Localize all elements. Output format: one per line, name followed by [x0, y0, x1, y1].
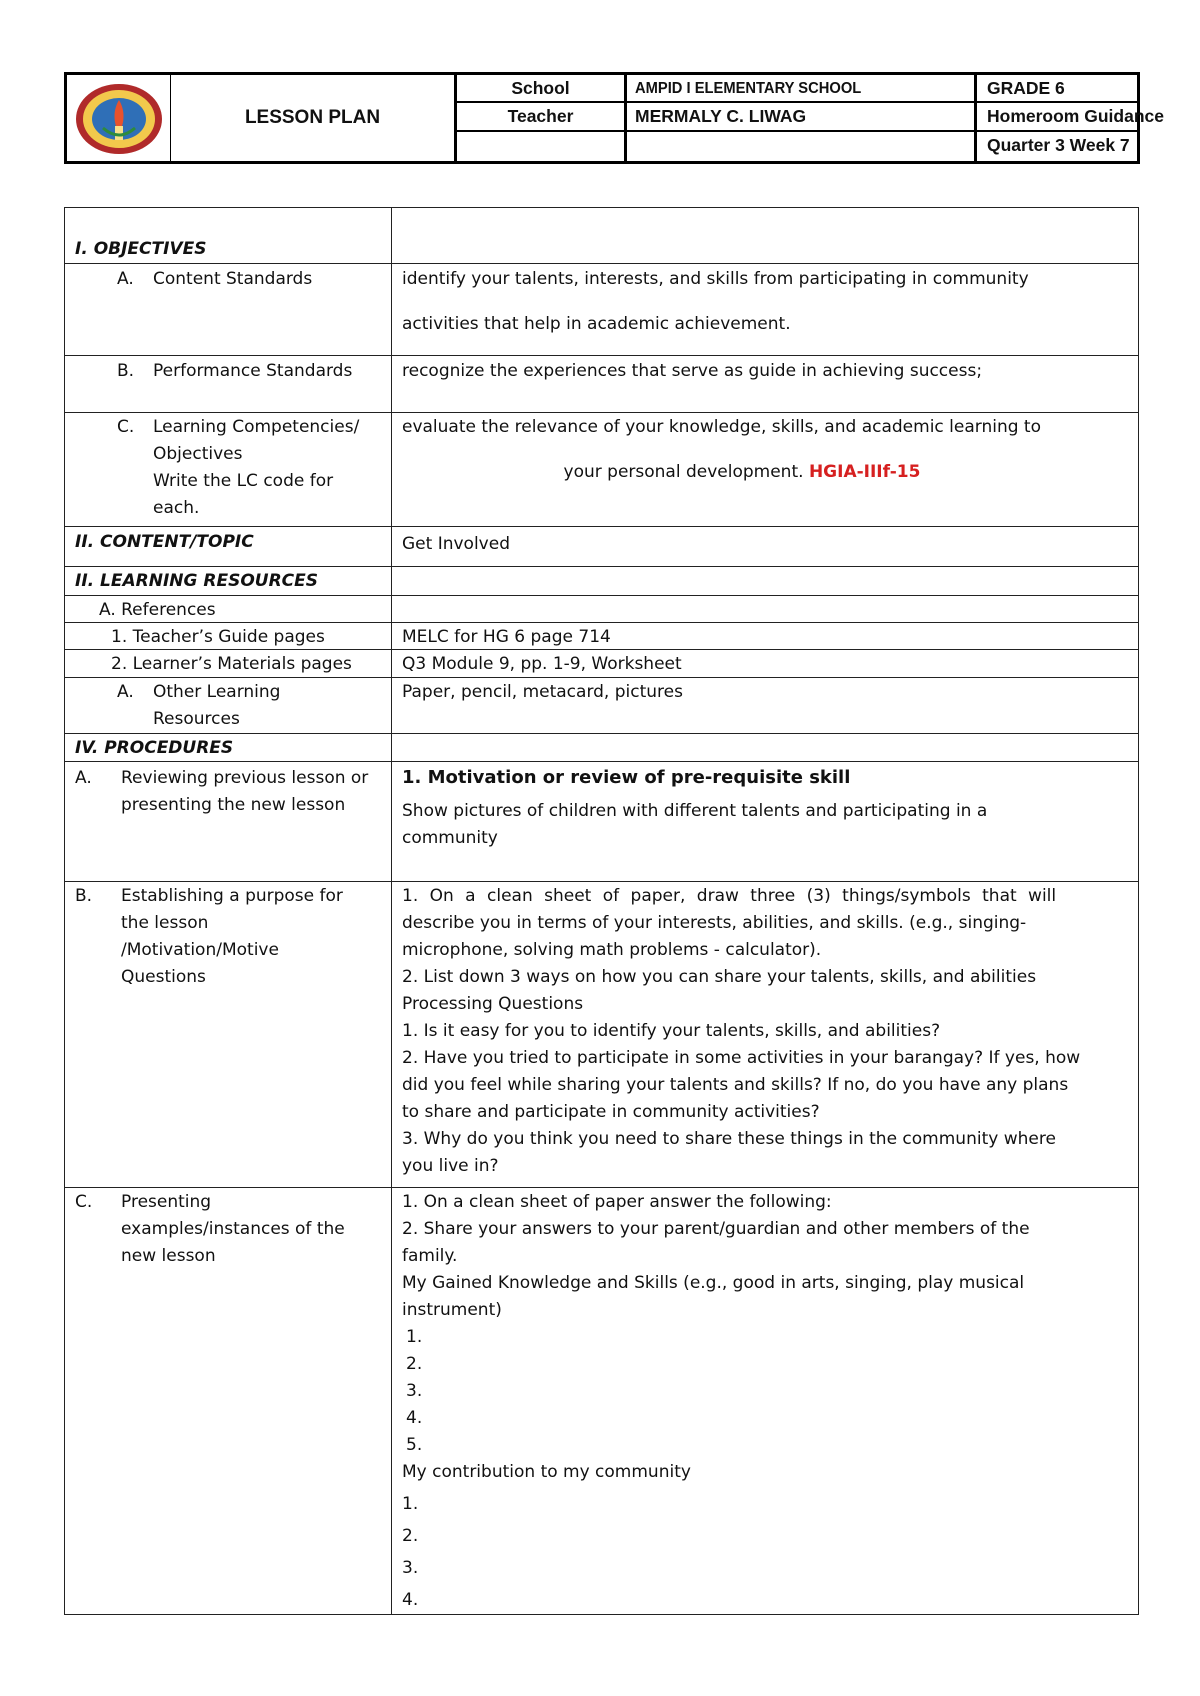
- procedure-b-line-7: 2. Have you tried to participate in some activities in your barangay? If yes, how: [402, 1048, 1081, 1068]
- item-marker: B.: [75, 886, 93, 906]
- knowledge-list-item: 3.: [406, 1381, 423, 1401]
- procedure-c-label: [75, 1189, 383, 1271]
- item-marker: C.: [75, 1192, 93, 1212]
- objectives-heading: I. OBJECTIVES: [75, 239, 207, 259]
- content-standards-label: [75, 266, 383, 292]
- other-resources-value: Paper, pencil, metacard, pictures: [402, 682, 683, 702]
- procedure-b-line-8: did you feel while sharing your talents and skills? If no, do you have any plans: [402, 1075, 1069, 1095]
- school-seal-cell: [67, 75, 171, 161]
- procedure-a-line-1: Show pictures of children with different talents and participating in a: [402, 801, 988, 821]
- subject-name: Homeroom Guidance: [977, 103, 1137, 132]
- row-separator: [65, 566, 1138, 567]
- row-separator: [65, 263, 1138, 264]
- competencies-line-1: evaluate the relevance of your knowledge, skills, and academic learning to: [402, 417, 1041, 437]
- item-label-line: Learning Competencies/: [153, 417, 360, 437]
- teacher-name: MERMALY C. LIWAG: [627, 103, 977, 132]
- procedure-a-title: 1. Motivation or review of pre-requisite skill: [402, 767, 851, 788]
- procedure-b-line-2: describe you in terms of your interests, abilities, and skills. (e.g., singing-: [402, 913, 1027, 933]
- procedure-b-line-10: 3. Why do you think you need to share these things in the community where: [402, 1129, 1056, 1149]
- other-resources-label: [75, 679, 383, 731]
- row-separator: [65, 412, 1138, 413]
- item-marker: C.: [117, 417, 135, 437]
- lesson-plan-table: [64, 207, 1139, 1615]
- learner-materials-label: 2. Learner’s Materials pages: [111, 654, 352, 674]
- row-separator: [65, 595, 1138, 596]
- row-separator: [65, 526, 1138, 527]
- document-title: LESSON PLAN: [171, 75, 457, 161]
- row-separator: [65, 1187, 1138, 1188]
- knowledge-list-item: 2.: [406, 1354, 423, 1374]
- item-marker: B.: [117, 361, 135, 381]
- item-label-line: Other Learning: [153, 682, 281, 702]
- contribution-list-item: 1.: [402, 1494, 419, 1514]
- performance-standards-label: [75, 358, 383, 384]
- item-label-line: Presenting: [121, 1192, 212, 1212]
- row-separator: [65, 761, 1138, 762]
- teacher-guide-value: MELC for HG 6 page 714: [402, 627, 611, 647]
- school-label: School: [457, 75, 627, 103]
- item-label-line: Establishing a purpose for: [121, 886, 343, 906]
- procedure-b-line-11: you live in?: [402, 1156, 499, 1176]
- procedures-heading: IV. PROCEDURES: [75, 738, 234, 758]
- learner-materials-value: Q3 Module 9, pp. 1-9, Worksheet: [402, 654, 682, 674]
- item-label-line: Reviewing previous lesson or: [121, 768, 369, 788]
- lesson-plan-header: [64, 72, 1164, 164]
- competencies-text: your personal development.: [563, 462, 804, 482]
- procedure-b-line-6: 1. Is it easy for you to identify your talents, skills, and abilities?: [402, 1021, 941, 1041]
- procedure-c-line-4: My Gained Knowledge and Skills (e.g., good in arts, singing, play musical: [402, 1273, 1025, 1293]
- header-info-grid: [457, 75, 1164, 161]
- procedure-c-line-3: family.: [402, 1246, 458, 1266]
- performance-standards-text: recognize the experiences that serve as guide in achieving success;: [402, 361, 983, 381]
- item-label: Performance Standards: [153, 361, 353, 381]
- lc-code: HGIA-IIIf-15: [808, 462, 921, 482]
- procedure-c-line-2: 2. Share your answers to your parent/guardian and other members of the: [402, 1219, 1030, 1239]
- knowledge-list-item: 5.: [406, 1435, 423, 1455]
- procedure-c-line-1: 1. On a clean sheet of paper answer the following:: [402, 1192, 832, 1212]
- item-label-line: the lesson: [121, 913, 209, 933]
- grade-level: GRADE 6: [977, 75, 1137, 103]
- procedure-c-line-5: instrument): [402, 1300, 502, 1320]
- row-separator: [65, 355, 1138, 356]
- row-separator: [65, 881, 1138, 882]
- contribution-list-item: 4.: [402, 1590, 419, 1610]
- quarter-week: Quarter 3 Week 7: [987, 135, 1130, 155]
- row-separator: [65, 733, 1138, 734]
- school-seal-icon: [73, 82, 165, 156]
- item-label-line: Write the LC code for: [153, 471, 334, 491]
- contribution-list-item: 2.: [402, 1526, 419, 1546]
- procedure-a-line-2: community: [402, 828, 498, 848]
- item-marker: A.: [75, 768, 92, 788]
- content-topic: Get Involved: [402, 534, 510, 554]
- references-label: A. References: [99, 600, 216, 620]
- item-marker: A.: [117, 682, 134, 702]
- empty-label-cell: [457, 132, 627, 161]
- procedure-b-line-5: Processing Questions: [402, 994, 584, 1014]
- content-standards-line-1: identify your talents, interests, and skills from participating in community: [402, 269, 1029, 289]
- knowledge-list-item: 4.: [406, 1408, 423, 1428]
- item-label-line: each.: [153, 498, 200, 518]
- teacher-guide-label: 1. Teacher’s Guide pages: [111, 627, 325, 647]
- content-heading: II. CONTENT/TOPIC: [75, 532, 254, 552]
- empty-value-cell: [627, 132, 977, 161]
- procedure-b-line-1: 1. On a clean sheet of paper, draw three (3) things/symbols that will: [402, 886, 1057, 906]
- row-separator: [65, 677, 1138, 678]
- contribution-title: My contribution to my community: [402, 1462, 691, 1482]
- item-label-line: Resources: [153, 709, 240, 729]
- procedure-b-line-3: microphone, solving math problems - calculator).: [402, 940, 822, 960]
- item-label-line: examples/instances of the: [121, 1219, 345, 1239]
- item-label-line: new lesson: [121, 1246, 216, 1266]
- procedure-b-label: [75, 883, 383, 993]
- item-label-line: presenting the new lesson: [121, 795, 346, 815]
- teacher-label: Teacher: [457, 103, 627, 132]
- item-label-line: Questions: [121, 967, 206, 987]
- procedure-b-line-4: 2. List down 3 ways on how you can share your talents, skills, and abilities: [402, 967, 1037, 987]
- item-label: Content Standards: [153, 269, 313, 289]
- competencies-label: [75, 414, 383, 522]
- item-label-line: /Motivation/Motive: [121, 940, 279, 960]
- item-label-line: Objectives: [153, 444, 243, 464]
- resources-heading: II. LEARNING RESOURCES: [75, 571, 318, 591]
- procedure-a-label: [75, 765, 383, 819]
- contribution-list-item: 3.: [402, 1558, 419, 1578]
- content-standards-line-2: activities that help in academic achievement.: [402, 314, 791, 334]
- procedure-b-line-9: to share and participate in community activities?: [402, 1102, 820, 1122]
- knowledge-list-item: 1.: [406, 1327, 423, 1347]
- competencies-line-2: [402, 459, 1082, 485]
- school-name: AMPID I ELEMENTARY SCHOOL: [627, 75, 977, 103]
- item-marker: A.: [117, 269, 134, 289]
